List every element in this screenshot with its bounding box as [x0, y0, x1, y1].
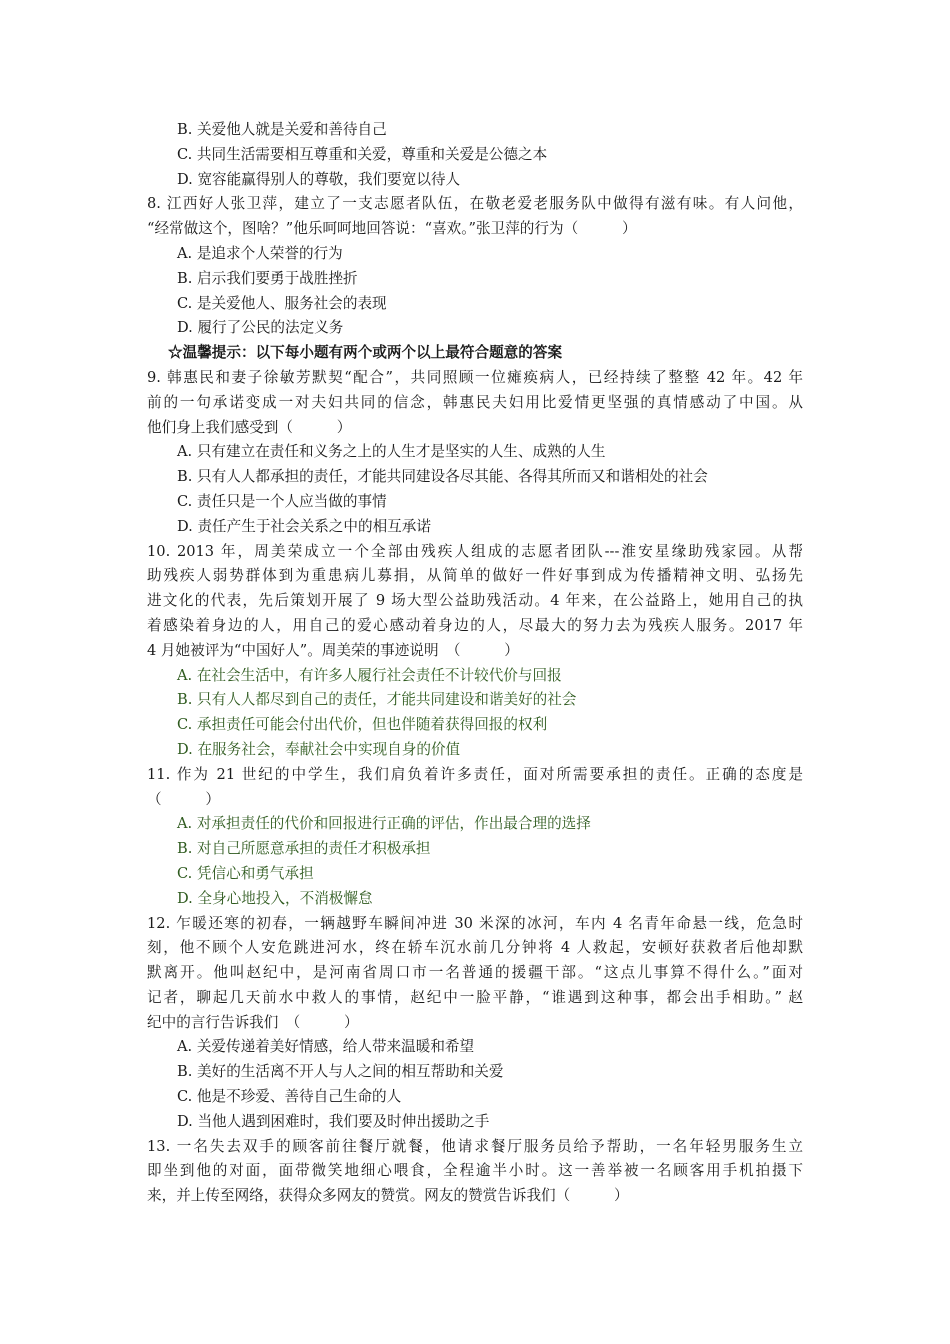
q9-stem-line-2: 前的一句承诺变成一对夫妇共同的信念，韩惠民夫妇用比爱情更坚强的真情感动了中国。从 — [147, 393, 803, 411]
q11-option-c: C. 凭信心和勇气承担 — [177, 864, 314, 882]
q10-stem-line-4: 着感染着身边的人，用自己的爱心感动着身边的人，尽最大的努力去为残疾人服务。2017 年 — [147, 616, 803, 634]
q7-option-c: C. 共同生活需要相互尊重和关爱，尊重和关爱是公德之本 — [177, 145, 548, 163]
q10-stem-line-5: 4 月她被评为“中国好人”。周美荣的事迹说明 （ ） — [147, 641, 519, 659]
q12-stem-line-3: 默离开。他叫赵纪中，是河南省周口市一名普通的援疆干部。“这点儿事算不得什么。”面对 — [147, 964, 803, 982]
q9-option-c: C. 责任只是一个人应当做的事情 — [177, 492, 387, 510]
q12-option-d: D. 当他人遇到困难时，我们要及时伸出援助之手 — [177, 1112, 490, 1130]
q11-option-b: B. 对自己所愿意承担的责任才积极承担 — [177, 840, 431, 858]
q13-stem-line-1: 13. 一名失去双手的顾客前往餐厅就餐，他请求餐厅服务员给予帮助，一名年轻男服务生立 — [147, 1137, 803, 1155]
q12-stem-line-4: 记者，聊起几天前水中救人的事情，赵纪中一脸平静，“谁遇到这种事，都会出手相助。” 赵 — [147, 988, 803, 1006]
q10-option-a: A. 在社会生活中，有许多人履行社会责任不计较代价与回报 — [177, 666, 562, 684]
q10-stem-line-3: 进文化的代表，先后策划开展了 9 场大型公益助残活动。4 年来，在公益路上，她用自己的执 — [147, 592, 803, 610]
q8-option-a: A. 是追求个人荣誉的行为 — [177, 244, 343, 262]
q8-option-c: C. 是关爱他人、服务社会的表现 — [177, 294, 387, 312]
q8-stem-line-1: 8. 江西好人张卫萍，建立了一支志愿者队伍，在敬老爱老服务队中做得有滋有味。有人问他， — [147, 195, 803, 213]
q12-stem-line-5: 纪中的言行告诉我们 （ ） — [147, 1013, 359, 1031]
q9-stem-line-1: 9. 韩惠民和妻子徐敏芳默契“配合”，共同照顾一位瘫痪病人，已经持续了整整 42 年。42 年 — [147, 368, 803, 386]
q10-stem-line-2: 助残疾人弱势群体到为重患病儿募捐，从简单的做好一件好事到成为传播精神文明、弘扬先 — [147, 567, 803, 585]
section-tip: ☆温馨提示：以下每小题有两个或两个以上最符合题意的答案 — [168, 344, 563, 362]
q11-option-d: D. 全身心地投入，不消极懈怠 — [177, 889, 373, 907]
q7-option-b: B. 关爱他人就是关爱和善待自己 — [177, 121, 387, 138]
q9-option-b: B. 只有人人都承担的责任，才能共同建设各尽其能、各得其所而又和谐相处的社会 — [177, 468, 708, 486]
q10-option-b: B. 只有人人都尽到自己的责任，才能共同建设和谐美好的社会 — [177, 691, 577, 709]
q10-option-d: D. 在服务社会，奉献社会中实现自身的价值 — [177, 740, 461, 758]
q9-option-a: A. 只有建立在责任和义务之上的人生才是坚实的人生、成熟的人生 — [177, 443, 606, 461]
exam-page — [0, 118, 950, 1209]
q10-option-c: C. 承担责任可能会付出代价，但也伴随着获得回报的权利 — [177, 716, 548, 734]
q13-stem-line-2: 即坐到他的对面，面带微笑地细心喂食，全程逾半小时。这一善举被一名顾客用手机拍摄下 — [147, 1162, 803, 1180]
q11-stem-line-1: 11. 作为 21 世纪的中学生，我们肩负着许多责任，面对所需要承担的责任。正确的态度是 — [147, 765, 803, 783]
q10-stem-line-1: 10. 2013 年，周美荣成立一个全部由残疾人组成的志愿者团队---淮安星缘助残家园。从帮 — [147, 542, 803, 560]
q8-stem-line-2: “经常做这个，图啥？”他乐呵呵地回答说：“喜欢。”张卫萍的行为（ ） — [147, 220, 637, 238]
q13-stem-line-3: 来，并上传至网络，获得众多网友的赞赏。网友的赞赏告诉我们（ ） — [147, 1187, 629, 1205]
q8-option-d: D. 履行了公民的法定义务 — [177, 319, 344, 337]
q8-option-b: B. 启示我们要勇于战胜挫折 — [177, 269, 358, 287]
q12-stem-line-2: 刻，他不顾个人安危跳进河水，终在轿车沉水前几分钟将 4 人救起，安顿好获救者后他却默 — [147, 939, 803, 957]
q12-option-a: A. 关爱传递着美好情感，给人带来温暖和希望 — [177, 1038, 475, 1056]
q7-option-d: D. 宽容能赢得别人的尊敬，我们要宽以待人 — [177, 170, 461, 188]
q12-option-b: B. 美好的生活离不开人与人之间的相互帮助和关爱 — [177, 1063, 504, 1081]
q11-option-a: A. 对承担责任的代价和回报进行正确的评估，作出最合理的选择 — [177, 815, 591, 833]
q11-stem-line-2: （ ） — [147, 790, 220, 808]
q9-stem-line-3: 他们身上我们感受到（ ） — [147, 418, 352, 436]
q12-stem-line-1: 12. 乍暖还寒的初春，一辆越野车瞬间冲进 30 米深的冰河，车内 4 名青年命悬一线，危急时 — [147, 914, 803, 932]
q9-option-d: D. 责任产生于社会关系之中的相互承诺 — [177, 517, 431, 535]
q12-option-c: C. 他是不珍爱、善待自己生命的人 — [177, 1088, 402, 1106]
